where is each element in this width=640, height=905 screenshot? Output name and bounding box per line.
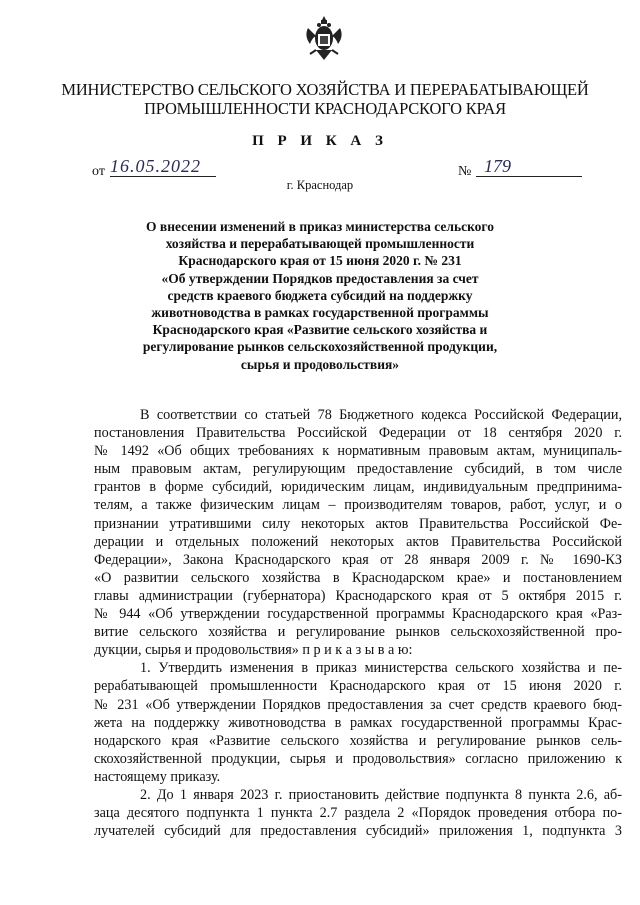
body-line: 2. До 1 января 2023 г. приостановить действие подпункта 8 пункта 2.6, аб-: [140, 786, 622, 803]
number-prefix: №: [458, 164, 472, 179]
body-line: Федерации», Закона Краснодарского края от 28 января 2009 г. № 1690-КЗ: [94, 551, 622, 568]
order-title: П Р И К А З: [252, 133, 388, 149]
body-line: «О развитии сельского хозяйства в Краснодарском крае» и постановлением: [94, 569, 622, 586]
subject-line: О внесении изменений в приказ министерства сельского: [146, 219, 494, 234]
body-line: постановления Правительства Российской Федерации от 18 сентября 2020 г.: [94, 425, 622, 442]
body-line: ным правовым актам, регулирующим предоставление субсидий, в том числе: [94, 461, 622, 478]
ministry-line: МИНИСТЕРСТВО СЕЛЬСКОГО ХОЗЯЙСТВА И ПЕРЕРАБАТЫВАЮЩЕЙ: [61, 80, 589, 99]
body-line: лучателей субсидий для предоставления субсидий» приложения 1, подпункта 3: [94, 823, 622, 840]
subject-line: Краснодарского края от 15 июня 2020 г. № 231: [178, 253, 462, 269]
body-line: главы администрации (губернатора) Краснодарского края от 5 октября 2015 г.: [94, 587, 622, 604]
city: г. Краснодар: [286, 178, 354, 192]
body-line: жета на поддержку животноводства в рамках государственной программы Крас-: [94, 714, 622, 731]
ministry-name: [40, 80, 610, 118]
body-line: нодарского края «Развитие сельского хозяйства и регулирование рынков сель-: [94, 732, 622, 749]
coat-of-arms-icon: [302, 14, 346, 62]
subject-line: Краснодарского края «Развитие сельского хозяйства и: [152, 322, 488, 338]
subject-line: сырья и продовольствия»: [240, 356, 400, 372]
order-subject: [140, 218, 500, 373]
subject-line: животноводства в рамках государственной программы: [151, 305, 489, 321]
date-prefix: от: [92, 164, 105, 179]
body-line: скохозяйственной продукции, сырья и продовольствия» согласно приложению к: [94, 750, 622, 767]
body-line: 1. Утвердить изменения в приказ министерства сельского хозяйства и пе-: [140, 660, 622, 677]
body-line: № 944 «Об утверждении государственной программы Краснодарского края «Раз-: [94, 606, 622, 623]
body-line: грантов в форме субсидий, юридическим лицам, индивидуальным предпринима-: [94, 479, 622, 496]
subject-line: средств краевого бюджета субсидий на поддержку: [167, 287, 473, 303]
order-body: [94, 406, 622, 840]
body-line: дерации и отдельных положений некоторых актов Правительства Российской: [94, 533, 622, 550]
body-line: настоящему приказу.: [94, 768, 221, 785]
subject-line: «Об утверждении Порядков предоставления за счет: [161, 270, 479, 286]
subject-line: хозяйства и перерабатывающей промышленности: [165, 236, 475, 252]
body-line: № 231 «Об утверждении Порядков предоставления за счет средств краевого бюд-: [94, 696, 622, 713]
ministry-line: ПРОМЫШЛЕННОСТИ КРАСНОДАРСКОГО КРАЯ: [144, 99, 506, 118]
body-line: № 1492 «Об общих требованиях к нормативным правовым актам, муниципаль-: [94, 443, 622, 460]
body-line: витие сельского хозяйства и регулирование рынков сельскохозяйственной про-: [94, 624, 622, 641]
body-line: В соответствии со статьей 78 Бюджетного кодекса Российской Федерации,: [140, 407, 622, 423]
order-number: 179: [476, 156, 582, 177]
body-line: заца десятого подпункта 1 пункта 2.7 раздела 2 «Порядок проведения отбора по-: [94, 805, 622, 822]
order-date: 16.05.2022: [110, 156, 216, 177]
body-line: рерабатывающей промышленности Краснодарского края от 15 июня 2020 г.: [94, 678, 622, 695]
body-line: дукции, сырья и продовольствия» п р и к а з ы в а ю:: [94, 642, 413, 659]
subject-line: регулирование рынков сельскохозяйственной продукции,: [142, 339, 498, 355]
body-line: телям, а также физическим лицам – производителям товаров, работ, услуг, и о: [94, 497, 622, 514]
body-line: признании утратившими силу некоторых актов Правительства Российской Фе-: [94, 515, 622, 532]
